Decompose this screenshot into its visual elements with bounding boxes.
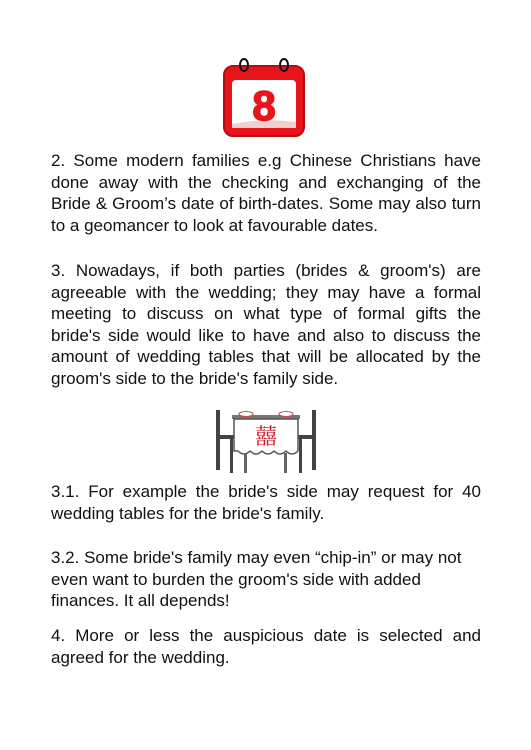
calendar-icon [222,58,306,138]
paragraph-formal-meeting: 3. Nowadays, if both parties (brides & groom's) are agreeable with the wedding; they may have a formal meeting to discuss on what type of formal gifts the bride's side would like to have and also to discuss the amount of wedding tables that will be allocated by the groom's side to the bride's family side. [51,261,481,388]
wedding-table-icon [214,405,318,475]
calendar-digit: 8 [252,82,276,129]
paragraph-auspicious-date: 4. More or less the auspicious date is selected and agreed for the wedding. [51,626,481,667]
paragraph-chip-in: 3.2. Some bride's family may even “chip-in” or may not even want to burden the groom's side with added finances. It all depends! [51,548,462,610]
double-happiness-symbol: 囍 [254,425,278,450]
paragraph-geomancer: 2. Some modern families e.g Chinese Christians have done away with the checking and exchanging of the Bride & Groom’s date of birth-dates. Some may also turn to a geomancer to look at favourable dates. [51,151,481,235]
paragraph-wedding-tables-request: 3.1. For example the bride's side may request for 40 wedding tables for the bride's family. [51,482,481,523]
